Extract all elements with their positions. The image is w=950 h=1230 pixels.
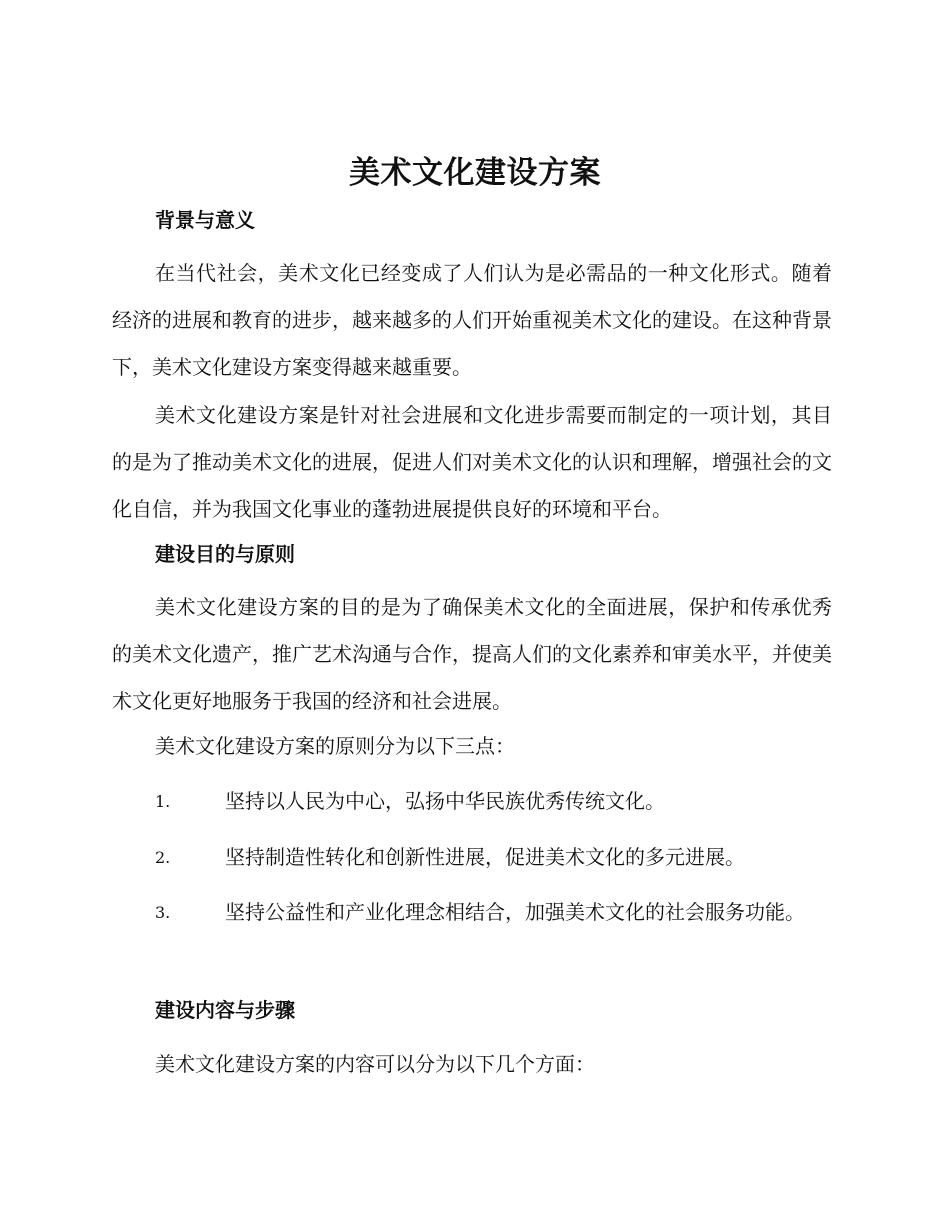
paragraph-goals-1: 美术文化建设方案的目的是为了确保美术文化的全面进展，保护和传承优秀的美术文化遗产，推广艺术沟通与合作，提高人们的文化素养和审美水平，并使美术文化更好地服务于我国的经济和社会进展。 bbox=[112, 595, 832, 713]
paragraph-content-1: 美术文化建设方案的内容可以分为以下几个方面： bbox=[155, 1052, 595, 1076]
list-item bbox=[112, 889, 832, 936]
paragraph-goals-2: 美术文化建设方案的原则分为以下三点： bbox=[155, 734, 515, 758]
document-title: 美术文化建设方案 bbox=[349, 155, 601, 191]
list-item bbox=[112, 834, 832, 881]
section-heading-goals: 建设目的与原则 bbox=[155, 542, 295, 566]
list-item-text: 坚持以人民为中心，弘扬中华民族优秀传统文化。 bbox=[225, 789, 665, 813]
list-item bbox=[112, 778, 832, 825]
list-item-number: 2. bbox=[155, 848, 171, 867]
section-heading-content: 建设内容与步骤 bbox=[155, 998, 295, 1022]
list-item-number: 3. bbox=[155, 903, 171, 922]
list-item-number: 1. bbox=[155, 792, 171, 811]
paragraph-background-1: 在当代社会，美术文化已经变成了人们认为是必需品的一种文化形式。随着经济的进展和教育的进步，越来越多的人们开始重视美术文化的建设。在这种背景下，美术文化建设方案变得越来越重要。 bbox=[112, 261, 832, 379]
section-heading-background: 背景与意义 bbox=[155, 208, 255, 232]
list-item-text: 坚持制造性转化和创新性进展，促进美术文化的多元进展。 bbox=[225, 845, 745, 869]
paragraph-background-2: 美术文化建设方案是针对社会进展和文化进步需要而制定的一项计划，其目的是为了推动美术文化的进展，促进人们对美术文化的认识和理解，增强社会的文化自信，并为我国文化事业的蓬勃进展提供良好的环境和平台。 bbox=[112, 403, 832, 521]
list-item-text: 坚持公益性和产业化理念相结合，加强美术文化的社会服务功能。 bbox=[225, 900, 805, 924]
